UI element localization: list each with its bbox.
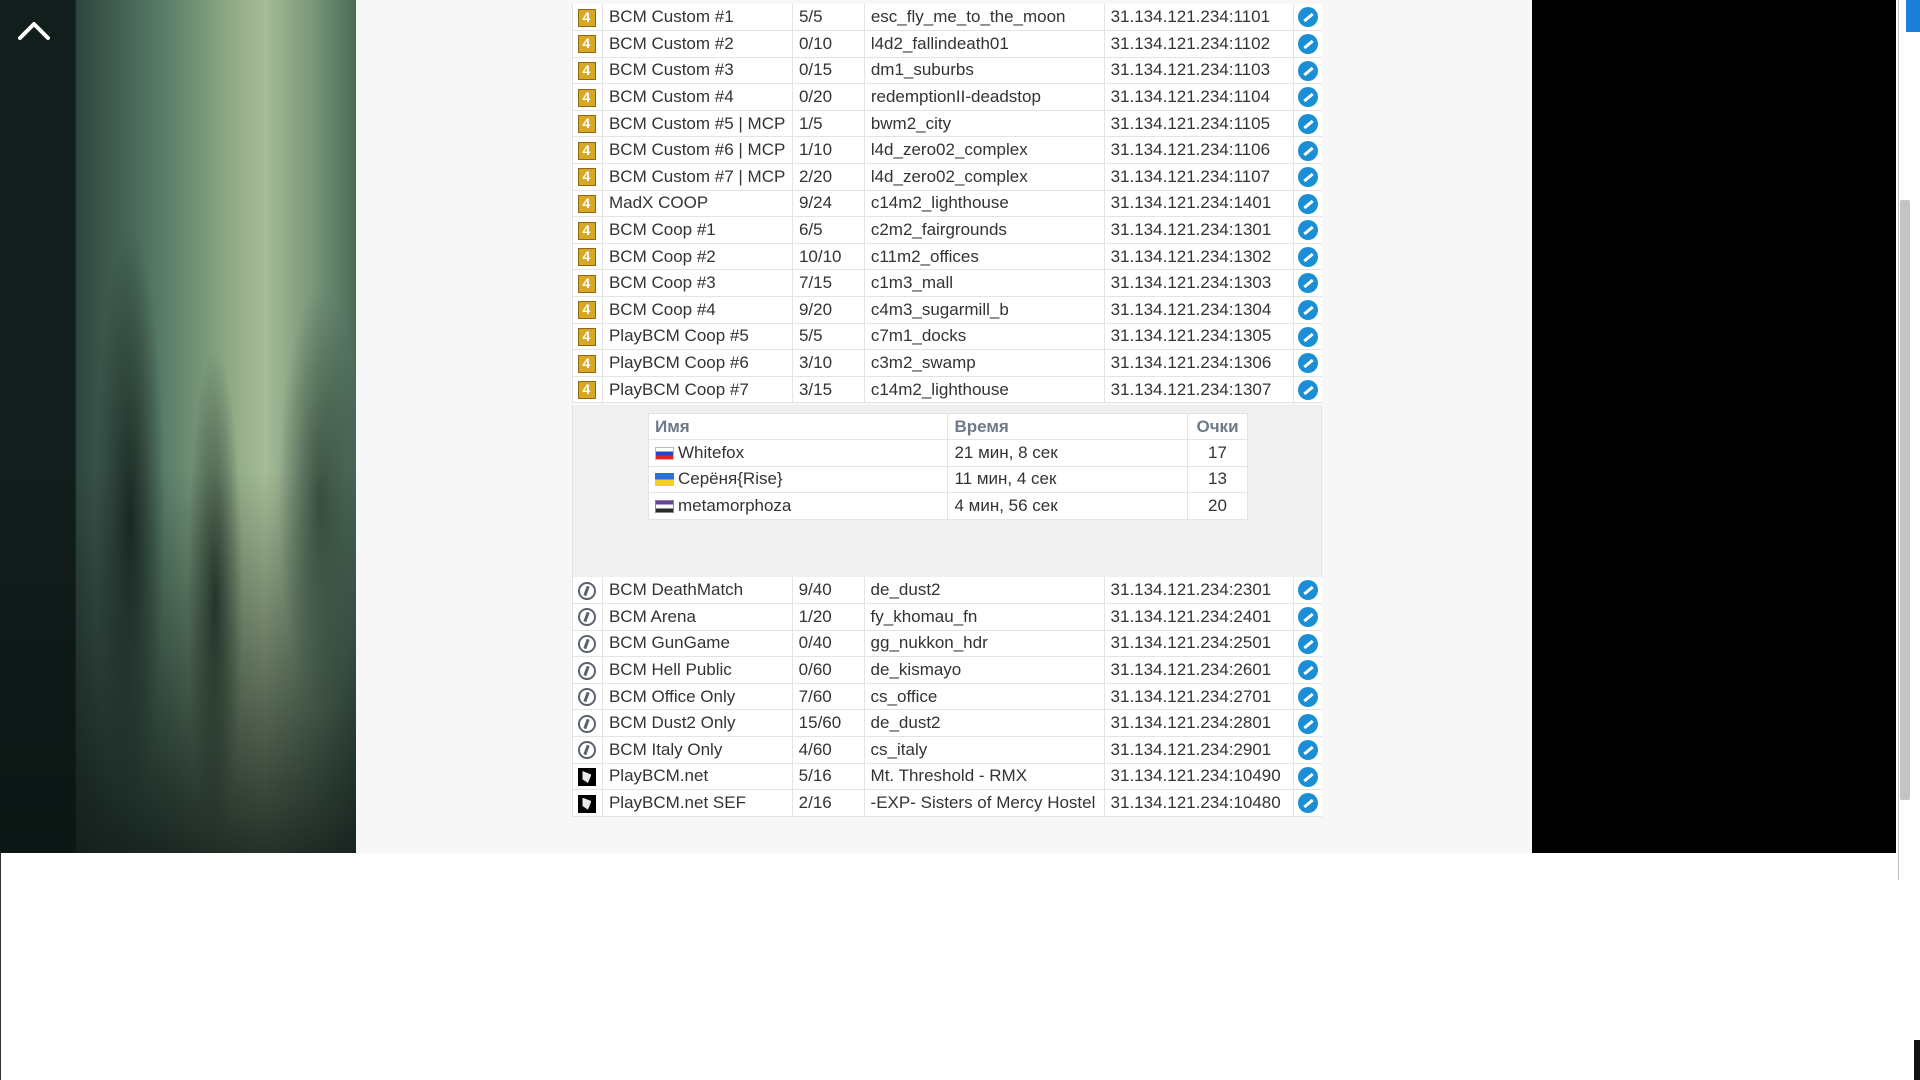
header-name[interactable]: Имя [649,414,948,440]
server-ip: 31.134.121.234:1104 [1104,84,1294,111]
server-map: c3m2_swamp [864,350,1104,377]
server-map: esc_fly_me_to_the_moon [864,4,1104,31]
game-icon-cell [573,710,603,737]
join-button[interactable] [1294,110,1322,137]
game-icon-cell [573,630,603,657]
server-map: c7m1_docks [864,323,1104,350]
header-time[interactable]: Время [948,414,1188,440]
join-button[interactable] [1294,763,1322,790]
server-map: cs_office [864,683,1104,710]
steam-icon[interactable] [1298,167,1318,187]
server-map: redemptionII-deadstop [864,84,1104,111]
left4dead-icon [578,222,596,240]
join-button[interactable] [1294,710,1322,737]
server-players: 3/10 [792,350,864,377]
server-row[interactable] [573,137,1323,164]
counter-strike-icon [578,715,596,733]
server-name[interactable]: BCM Custom #7 | MCP [602,164,792,191]
counter-strike-icon [578,635,596,653]
steam-icon[interactable] [1298,34,1318,54]
server-ip: 31.134.121.234:1302 [1104,243,1294,270]
steam-icon[interactable] [1298,634,1318,654]
server-row[interactable] [573,164,1323,191]
game-icon-cell [573,350,603,377]
left4dead-icon [578,328,596,346]
server-name[interactable]: BCM Custom #6 | MCP [602,137,792,164]
server-ip: 31.134.121.234:1101 [1104,4,1294,31]
server-name[interactable]: BCM Coop #4 [602,297,792,324]
join-button[interactable] [1294,57,1322,84]
game-icon-cell [573,657,603,684]
server-row[interactable] [573,737,1323,764]
server-name[interactable]: BCM Coop #1 [602,217,792,244]
scrollbar-thumb[interactable] [1900,200,1910,800]
server-name[interactable]: BCM Custom #3 [602,57,792,84]
server-map: cs_italy [864,737,1104,764]
steam-icon[interactable] [1298,740,1318,760]
server-ip: 31.134.121.234:2701 [1104,683,1294,710]
game-icon-cell [573,4,603,31]
server-row[interactable] [573,604,1323,631]
half-life-icon [578,795,596,813]
player-time: 21 мин, 8 сек [948,440,1188,467]
server-players: 5/5 [792,4,864,31]
server-ip: 31.134.121.234:2901 [1104,737,1294,764]
server-row[interactable] [573,217,1323,244]
server-ip: 31.134.121.234:2401 [1104,604,1294,631]
join-button[interactable] [1294,657,1322,684]
server-ip: 31.134.121.234:1103 [1104,57,1294,84]
scrollbar-accent [1906,0,1920,32]
header-score[interactable]: Очки [1188,414,1248,440]
background-right [1532,0,1896,853]
server-map: Mt. Threshold - RMX [864,763,1104,790]
player-score: 20 [1188,493,1248,520]
server-ip: 31.134.121.234:1102 [1104,31,1294,58]
game-icon-cell [573,270,603,297]
steam-icon[interactable] [1298,767,1318,787]
join-button[interactable] [1294,737,1322,764]
server-row[interactable] [573,376,1323,403]
server-players: 7/15 [792,270,864,297]
server-row[interactable] [573,763,1323,790]
left4dead-icon [578,195,596,213]
server-name[interactable]: BCM Office Only [602,683,792,710]
server-map: l4d_zero02_complex [864,164,1104,191]
server-name[interactable]: BCM Arena [602,604,792,631]
server-map: c4m3_sugarmill_b [864,297,1104,324]
server-players: 0/40 [792,630,864,657]
server-players: 2/20 [792,164,864,191]
game-icon-cell [573,763,603,790]
steam-icon[interactable] [1298,660,1318,680]
game-icon-cell [573,164,603,191]
server-map: c1m3_mall [864,270,1104,297]
player-name: Серёня{Rise} [678,469,783,489]
counter-strike-icon [578,662,596,680]
server-row[interactable] [573,243,1323,270]
other-server-table [572,577,1322,817]
server-ip: 31.134.121.234:1105 [1104,110,1294,137]
forest-background-left [0,0,356,853]
game-icon-cell [573,297,603,324]
server-ip: 31.134.121.234:1303 [1104,270,1294,297]
join-button[interactable] [1294,683,1322,710]
chevron-up-icon [14,10,54,46]
join-button[interactable] [1294,31,1322,58]
left4dead-icon [578,248,596,266]
server-ip: 31.134.121.234:2801 [1104,710,1294,737]
join-button[interactable] [1294,630,1322,657]
player-row [649,466,1248,493]
player-score: 13 [1188,466,1248,493]
server-players: 0/20 [792,84,864,111]
server-players: 3/15 [792,376,864,403]
join-button[interactable] [1294,217,1322,244]
server-name[interactable]: BCM Custom #4 [602,84,792,111]
player-time: 4 мин, 56 сек [948,493,1188,520]
join-button[interactable] [1294,84,1322,111]
player-time: 11 мин, 4 сек [948,466,1188,493]
server-name[interactable]: PlayBCM.net SEF [602,790,792,817]
server-players: 2/16 [792,790,864,817]
server-name[interactable]: PlayBCM Coop #5 [602,323,792,350]
server-ip: 31.134.121.234:2301 [1104,577,1294,604]
server-ip: 31.134.121.234:1106 [1104,137,1294,164]
server-row[interactable] [573,577,1323,604]
server-ip: 31.134.121.234:1304 [1104,297,1294,324]
window-left-edge [0,853,1,1080]
server-map: c14m2_lighthouse [864,190,1104,217]
server-players: 1/20 [792,604,864,631]
server-row[interactable] [573,710,1323,737]
server-name[interactable]: BCM Custom #1 [602,4,792,31]
server-name[interactable]: BCM GunGame [602,630,792,657]
left4dead-icon [578,9,596,27]
server-name[interactable]: BCM Hell Public [602,657,792,684]
server-row[interactable] [573,630,1323,657]
join-button[interactable] [1294,790,1322,817]
left4dead-icon [578,381,596,399]
server-players: 9/20 [792,297,864,324]
server-players: 4/60 [792,737,864,764]
l4d-server-table [572,4,1322,403]
game-icon-cell [573,84,603,111]
server-ip: 31.134.121.234:1305 [1104,323,1294,350]
player-name-cell [649,493,948,520]
join-button[interactable] [1294,190,1322,217]
steam-icon[interactable] [1298,380,1318,400]
counter-strike-icon [578,688,596,706]
steam-icon[interactable] [1298,273,1318,293]
left4dead-icon [578,355,596,373]
left4dead-icon [578,142,596,160]
server-name[interactable]: BCM Dust2 Only [602,710,792,737]
server-row[interactable] [573,110,1323,137]
server-map: bwm2_city [864,110,1104,137]
steam-icon[interactable] [1298,300,1318,320]
player-row [649,493,1248,520]
left4dead-icon [578,89,596,107]
server-name[interactable]: BCM Custom #5 | MCP [602,110,792,137]
steam-icon[interactable] [1298,327,1318,347]
game-icon-cell [573,323,603,350]
left4dead-icon [578,35,596,53]
game-icon-cell [573,243,603,270]
server-map: l4d_zero02_complex [864,137,1104,164]
server-row[interactable] [573,31,1323,58]
server-row[interactable] [573,790,1323,817]
game-icon-cell [573,737,603,764]
server-map: de_dust2 [864,577,1104,604]
scrollbar-rail [1898,0,1899,880]
server-name[interactable]: PlayBCM Coop #6 [602,350,792,377]
game-icon-cell [573,790,603,817]
steam-icon[interactable] [1298,714,1318,734]
steam-icon[interactable] [1298,194,1318,214]
server-row[interactable] [573,323,1323,350]
left4dead-icon [578,115,596,133]
server-players: 0/60 [792,657,864,684]
flag-icon [655,447,674,460]
server-players: 9/40 [792,577,864,604]
counter-strike-icon [578,741,596,759]
server-ip: 31.134.121.234:10490 [1104,763,1294,790]
server-map: dm1_suburbs [864,57,1104,84]
game-icon-cell [573,31,603,58]
server-players: 9/24 [792,190,864,217]
left4dead-icon [578,62,596,80]
game-icon-cell [573,376,603,403]
steam-icon[interactable] [1298,87,1318,107]
server-players: 10/10 [792,243,864,270]
server-row[interactable] [573,57,1323,84]
join-button[interactable] [1294,270,1322,297]
steam-icon[interactable] [1298,580,1318,600]
server-players: 6/5 [792,217,864,244]
server-name[interactable]: MadX COOP [602,190,792,217]
server-row[interactable] [573,190,1323,217]
steam-icon[interactable] [1298,793,1318,813]
server-row[interactable] [573,84,1323,111]
server-players: 5/5 [792,323,864,350]
server-row[interactable] [573,350,1323,377]
game-icon-cell [573,110,603,137]
join-button[interactable] [1294,243,1322,270]
server-name[interactable]: BCM Coop #2 [602,243,792,270]
player-row [649,440,1248,467]
counter-strike-icon [578,582,596,600]
join-button[interactable] [1294,164,1322,191]
side-strip [0,0,76,853]
player-table-header [649,414,1248,440]
steam-icon[interactable] [1298,353,1318,373]
player-name: Whitefox [678,442,745,462]
server-map: c14m2_lighthouse [864,376,1104,403]
server-map: de_kismayo [864,657,1104,684]
join-button[interactable] [1294,577,1322,604]
steam-icon[interactable] [1298,114,1318,134]
server-players: 5/16 [792,763,864,790]
server-name[interactable]: BCM DeathMatch [602,577,792,604]
player-name-cell [649,466,948,493]
server-map: c11m2_offices [864,243,1104,270]
server-name[interactable]: BCM Italy Only [602,737,792,764]
server-ip: 31.134.121.234:1107 [1104,164,1294,191]
server-map: c2m2_fairgrounds [864,217,1104,244]
server-row[interactable] [573,683,1323,710]
server-row[interactable] [573,297,1323,324]
server-map: l4d2_fallindeath01 [864,31,1104,58]
server-players: 1/10 [792,137,864,164]
server-players: 15/60 [792,710,864,737]
steam-icon[interactable] [1298,687,1318,707]
server-ip: 31.134.121.234:1307 [1104,376,1294,403]
join-button[interactable] [1294,137,1322,164]
join-button[interactable] [1294,604,1322,631]
server-row[interactable] [573,4,1323,31]
player-name: metamorphoza [678,495,792,515]
server-name[interactable]: BCM Coop #3 [602,270,792,297]
steam-icon[interactable] [1298,607,1318,627]
server-players: 0/15 [792,57,864,84]
game-icon-cell [573,604,603,631]
join-button[interactable] [1294,297,1322,324]
server-name[interactable]: PlayBCM Coop #7 [602,376,792,403]
game-icon-cell [573,577,603,604]
server-ip: 31.134.121.234:2501 [1104,630,1294,657]
steam-icon[interactable] [1298,247,1318,267]
left4dead-icon [578,301,596,319]
server-ip: 31.134.121.234:1301 [1104,217,1294,244]
game-icon-cell [573,137,603,164]
page-scrollbar[interactable] [1896,0,1920,1080]
game-icon-cell [573,190,603,217]
server-ip: 31.134.121.234:1401 [1104,190,1294,217]
flag-icon [655,500,674,513]
server-ip: 31.134.121.234:1306 [1104,350,1294,377]
server-players: 1/5 [792,110,864,137]
left4dead-icon [578,168,596,186]
server-map: gg_nukkon_hdr [864,630,1104,657]
server-map: -EXP- Sisters of Mercy Hostel [864,790,1104,817]
server-map: fy_khomau_fn [864,604,1104,631]
server-players: 7/60 [792,683,864,710]
steam-icon[interactable] [1298,7,1318,27]
player-table [648,413,1248,520]
server-map: de_dust2 [864,710,1104,737]
server-name[interactable]: BCM Custom #2 [602,31,792,58]
player-score: 17 [1188,440,1248,467]
half-life-icon [578,768,596,786]
player-name-cell [649,440,948,467]
left4dead-icon [578,275,596,293]
flag-icon [655,473,674,486]
counter-strike-icon [578,608,596,626]
join-button[interactable] [1294,323,1322,350]
game-icon-cell [573,217,603,244]
server-row[interactable] [573,270,1323,297]
join-button[interactable] [1294,350,1322,377]
server-row[interactable] [573,657,1323,684]
server-ip: 31.134.121.234:2601 [1104,657,1294,684]
window-edge [1914,1040,1920,1080]
server-players: 0/10 [792,31,864,58]
game-icon-cell [573,683,603,710]
server-name[interactable]: PlayBCM.net [602,763,792,790]
server-ip: 31.134.121.234:10480 [1104,790,1294,817]
scroll-to-top-button[interactable] [14,10,54,46]
game-icon-cell [573,57,603,84]
join-button[interactable] [1294,4,1322,31]
steam-icon[interactable] [1298,220,1318,240]
steam-icon[interactable] [1298,141,1318,161]
steam-icon[interactable] [1298,61,1318,81]
join-button[interactable] [1294,376,1322,403]
